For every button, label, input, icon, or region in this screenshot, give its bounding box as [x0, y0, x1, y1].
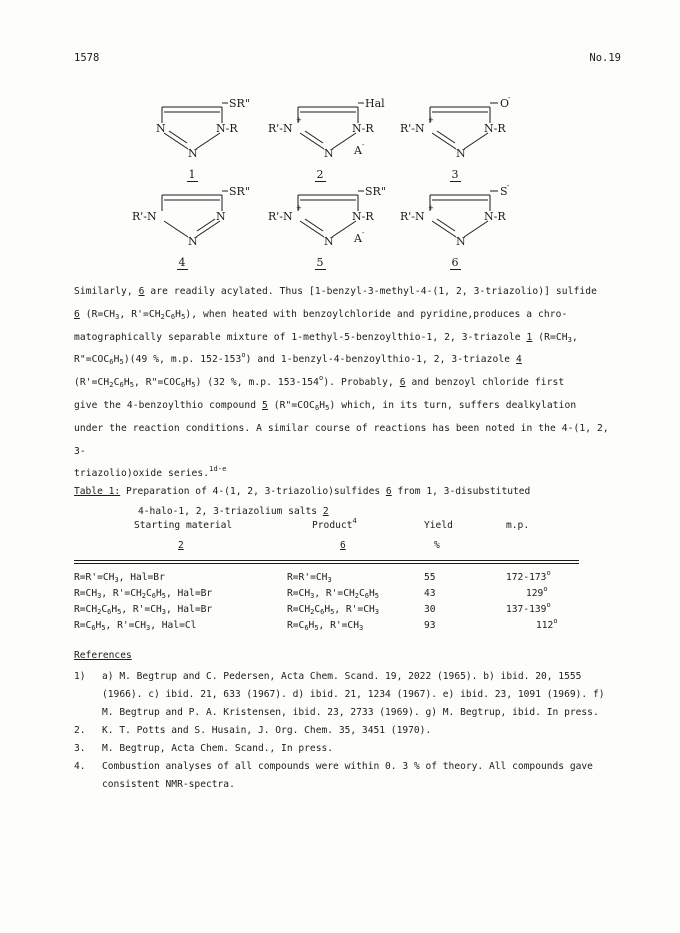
ring-left-label: N [156, 122, 166, 135]
reference-item: 1) a) M. Begtrup and C. Pedersen, Acta Chem. Scand. 19, 2022 (1965). b) ibid. 20, 1555 (1966). c) ibid. 21, 633 (1967). d) ibid. 21, 1234 (1967). e) ibid. 23, 1091 (1969). f) M. Begtrup and P. A. Kristensen, ibid. 23, 2733 (1969). g) M. Begtrup, ibid. In press. [74, 671, 605, 718]
paragraph-line: triazolio)oxide series.$^{1d-e}$ [74, 465, 227, 480]
cell-starting-material: $R=R'=CH_3$, Hal=Br [74, 572, 165, 584]
citation-superscript: 1d-e [209, 465, 227, 474]
col-header-product-num: 6 [340, 540, 346, 551]
structure-6 [400, 183, 520, 263]
ring-right-label: N-R [484, 122, 506, 135]
cell-product: $R=C_6H_5$, $R'=CH_3$ [287, 620, 364, 632]
ring-left-label: R'-N [400, 122, 425, 135]
minus-charge: - [507, 182, 510, 190]
ring-right-label: N-R [352, 122, 374, 135]
compound-number: 2 [316, 168, 324, 181]
col-header-starting-material: Starting material [134, 520, 233, 531]
substituent-label: S [500, 185, 508, 198]
cell-starting-material: $R=C_6H_5$, $R'=CH_3$, Hal=Cl [74, 620, 197, 632]
compound-number: 3 [451, 168, 459, 181]
table-rule [74, 560, 579, 561]
ring-right-label: N-R [484, 210, 506, 223]
col-header-yield: Yield [424, 520, 453, 531]
plus-charge: + [296, 204, 302, 212]
anion-label: A [354, 232, 362, 245]
ring-left-label: R'-N [268, 210, 293, 223]
table-caption: Table 1: Preparation of 4-(1, 2, 3-triazolio)sulfides 6 from 1, 3-disubstituted 4-halo-1, 2, 3-triazolium salts 2 [74, 486, 531, 517]
structure-4 [130, 183, 260, 253]
references-title: References [74, 650, 132, 661]
table-row [74, 585, 619, 604]
minus-charge: - [362, 229, 365, 237]
cell-product: $R=CH_3$, $R'=CH_2C_6H_5$ [287, 588, 379, 600]
cell-product: $R=CH_2C_6H_5$, $R'=CH_3$ [287, 604, 379, 616]
references-list [74, 668, 619, 794]
reference-item: 4. Combustion analyses of all compounds were within 0. 3 % of theory. All compounds gave consistent NMR-spectra. [74, 761, 593, 790]
cell-mp: 172-173$^o$ [506, 569, 551, 583]
cell-mp: 129$^o$ [526, 585, 548, 599]
cell-yield: 30 [424, 604, 436, 615]
table-row [74, 617, 619, 636]
ring-left-label: R'-N [268, 122, 293, 135]
structure-2 [268, 95, 398, 175]
minus-charge: - [362, 141, 365, 149]
table-label: Table 1: [74, 486, 121, 497]
paragraph-line: under the reaction conditions. A similar course of reactions has been noted in the 4-(1, 2, 3- [74, 422, 609, 457]
ring-left-label: R'-N [400, 210, 425, 223]
substituent-label: SR" [365, 185, 386, 198]
paragraph-line: 6 ($R=CH_3$, $R'=CH_2C_6H_5$), when heated with benzoylchloride and pyridine,produces a chro- [74, 308, 568, 321]
substituent-label: O [500, 97, 510, 110]
plus-charge: + [296, 116, 302, 124]
ring-bottom-label: N [324, 147, 334, 160]
structure-3 [400, 95, 520, 175]
plus-charge: + [428, 116, 434, 124]
paragraph-line: matographically separable mixture of 1-methyl-5-benzoylthio-1, 2, 3-triazole 1 ($R=CH_3$, [74, 331, 578, 344]
ring-right-label: N [216, 210, 226, 223]
ring-right-label: N-R [352, 210, 374, 223]
ring-left-label: R'-N [132, 210, 157, 223]
compound-number: 5 [316, 256, 324, 269]
compound-number: 4 [178, 256, 186, 269]
paragraph-line: ($R'=CH_2C_6H_5$, $R"=COC_6H_5$) (32 %, m.p. 153-154$^o$). Probably, 6 and benzoyl chloride first [74, 374, 565, 390]
ring-bottom-label: N [324, 235, 334, 248]
anion-label: A [354, 144, 362, 157]
paragraph-line: give the 4-benzoylthio compound 5 $(R"=COC_6H_5)$ which, in its turn, suffers dealkylation [74, 399, 577, 412]
plus-charge: + [428, 204, 434, 212]
table-row [74, 569, 619, 588]
cell-product: $R=R'=CH_3$ [287, 572, 332, 584]
ring-bottom-label: N [188, 147, 198, 160]
structure-5 [268, 183, 398, 263]
minus-charge: - [508, 94, 511, 102]
substituent-label: Hal [365, 97, 385, 110]
structure-1 [150, 95, 270, 160]
col-header-product: Product$^4$ [312, 517, 357, 531]
substituent-label: SR" [229, 97, 250, 110]
col-header-yield-unit: % [434, 540, 440, 551]
cell-yield: 43 [424, 588, 436, 599]
table-rule [74, 563, 579, 564]
cell-yield: 93 [424, 620, 436, 631]
cell-starting-material: $R=CH_3$, $R'=CH_2C_6H_5$, Hal=Br [74, 588, 213, 600]
ring-bottom-label: N [456, 147, 466, 160]
compound-number: 6 [451, 256, 459, 269]
reference-item: 3. M. Begtrup, Acta Chem. Scand., In press. [74, 743, 334, 754]
cell-starting-material: $R=CH_2C_6H_5$, $R'=CH_3$, Hal=Br [74, 604, 213, 616]
cell-mp: 112$^o$ [536, 617, 558, 631]
col-header-mp: m.p. [506, 520, 530, 531]
substituent-label: SR" [229, 185, 250, 198]
cell-mp: 137-139$^o$ [506, 601, 551, 615]
issue-number: No.19 [589, 52, 621, 64]
compound-number: 1 [188, 168, 196, 181]
body-paragraph [74, 281, 619, 486]
paragraph-line: $R"=COC_6H_5)(49$ %, m.p. 152-153$^o$) and 1-benzyl-4-benzoylthio-1, 2, 3-triazole 4 [74, 351, 522, 367]
ring-right-label: N-R [216, 122, 238, 135]
paragraph-line: Similarly, 6 are readily acylated. Thus [1-benzyl-3-methyl-4-(1, 2, 3-triazolio)] sulfide [74, 286, 597, 297]
cell-yield: 55 [424, 572, 436, 583]
ring-bottom-label: N [188, 235, 198, 248]
table-row [74, 601, 619, 620]
ring-bottom-label: N [456, 235, 466, 248]
page-number: 1578 [74, 52, 100, 64]
reference-item: 2. K. T. Potts and S. Husain, J. Org. Chem. 35, 3451 (1970). [74, 725, 432, 736]
col-header-starting-num: 2 [178, 540, 184, 551]
